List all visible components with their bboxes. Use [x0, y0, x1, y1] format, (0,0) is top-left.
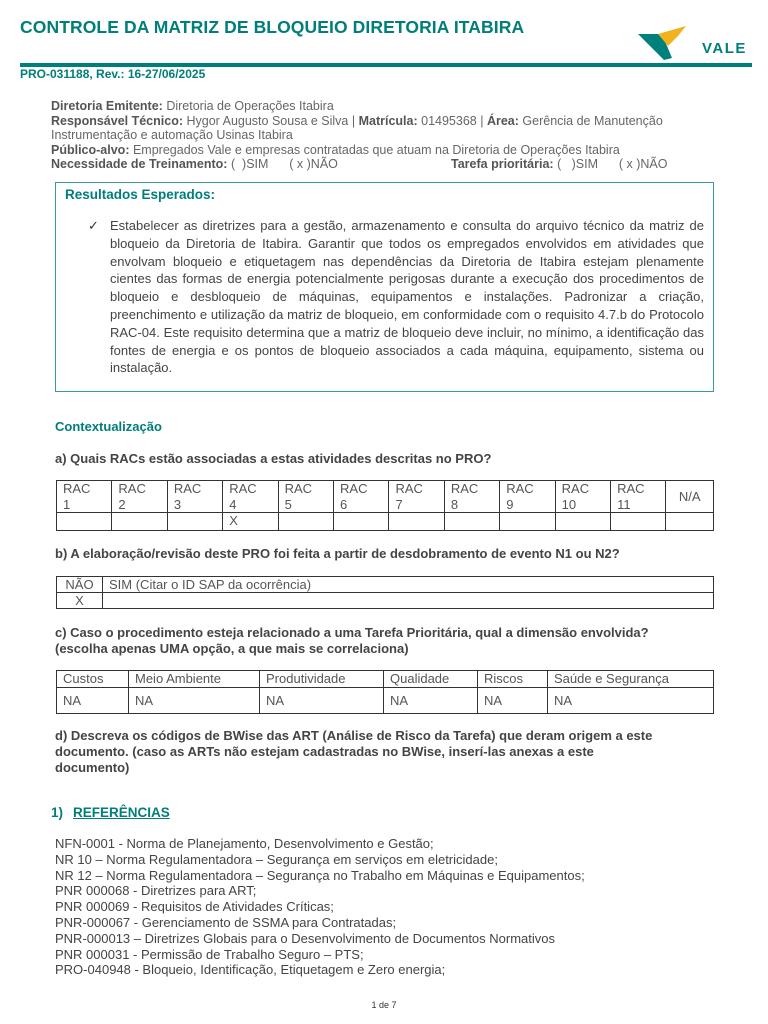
diretoria-label: Diretoria Emitente: — [51, 99, 163, 113]
document-code: PRO-031188, Rev.: 16-27/06/2025 — [20, 67, 206, 81]
rac-header-cell: RAC 8 — [444, 481, 499, 513]
question-b: b) A elaboração/revisão deste PRO foi feita a partir de desdobramento de evento N1 ou N2? — [55, 546, 620, 561]
rac-value-cell — [278, 513, 333, 531]
rac-header-cell: RAC 6 — [334, 481, 389, 513]
reference-item: NR 12 – Norma Regulamentadora – Segurança no Trabalho em Máquinas e Equipamentos; — [55, 867, 585, 883]
matricula-value: 01495368 — [421, 113, 477, 128]
dimension-value-cell: NA — [260, 688, 384, 714]
dimension-value-cell: NA — [548, 688, 714, 714]
question-d-line1: d) Descreva os códigos de BWise das ART (Análise de Risco da Tarefa) que deram origem a este — [55, 728, 653, 743]
rac-header-cell: RAC 4 — [223, 481, 278, 513]
rac-header-row — [57, 481, 714, 513]
question-c-line1: c) Caso o procedimento esteja relacionado a uma Tarefa Prioritária, qual a dimensão envolvida? — [55, 625, 649, 640]
n1-header-row — [57, 577, 714, 593]
treinamento-label: Necessidade de Treinamento: — [51, 157, 228, 171]
tarefa-label: Tarefa prioritária: — [451, 157, 554, 171]
rac-value-cell: X — [223, 513, 278, 531]
rac-header-cell: RAC 5 — [278, 481, 333, 513]
dimension-header-cell: Meio Ambiente — [129, 671, 260, 688]
dimension-header-cell: Qualidade — [384, 671, 478, 688]
n1-values-row — [57, 593, 714, 609]
event-n1-n2-table — [56, 576, 714, 609]
rac-value-cell — [57, 513, 112, 531]
question-c — [55, 625, 649, 657]
rac-header-cell: RAC 1 — [57, 481, 112, 513]
diretoria-value: Diretoria de Operações Itabira — [166, 99, 334, 113]
dimension-value-cell: NA — [384, 688, 478, 714]
rac-header-cell: RAC 3 — [167, 481, 222, 513]
meta-publico — [51, 143, 741, 158]
dimension-table — [56, 670, 714, 714]
responsavel-label: Responsável Técnico: — [51, 113, 183, 128]
dimension-header-row — [57, 671, 714, 688]
dimension-header-cell: Riscos — [478, 671, 548, 688]
responsavel-value: Hygor Augusto Sousa e Silva — [186, 113, 349, 128]
rac-value-cell — [555, 513, 610, 531]
vale-logo-text: VALE — [702, 40, 747, 57]
checkmark-icon: ✓ — [88, 218, 99, 233]
dimension-value-cell: NA — [129, 688, 260, 714]
matricula-label: Matrícula: — [358, 113, 418, 128]
meta-area-cont: Instrumentação e automação Usinas Itabira — [51, 128, 293, 142]
tarefa-prioritaria — [451, 157, 667, 172]
meta-diretoria — [51, 99, 741, 114]
dimension-value-cell: NA — [478, 688, 548, 714]
rac-value-cell — [666, 513, 714, 531]
nao-header: NÃO — [57, 577, 103, 593]
rac-header-cell: RAC 11 — [611, 481, 666, 513]
rac-values-row — [57, 513, 714, 531]
document-metadata — [51, 99, 741, 172]
rac-table — [56, 480, 714, 531]
rac-value-cell — [167, 513, 222, 531]
publico-label: Público-alvo: — [51, 142, 130, 157]
rac-header-cell: RAC 7 — [389, 481, 444, 513]
rac-value-cell — [112, 513, 167, 531]
meta-responsavel: Responsável Técnico: Hygor Augusto Sousa e Silva | Matrícula: 01495368 | Área: Gerência de Manutenção — [51, 113, 663, 128]
rac-na-header: N/A — [666, 481, 714, 513]
dimension-header-cell: Saúde e Segurança — [548, 671, 714, 688]
rac-header-cell: RAC 2 — [112, 481, 167, 513]
references-list — [55, 836, 585, 978]
area-label: Área: — [486, 113, 519, 128]
dimension-header-cell: Custos — [57, 671, 129, 688]
expected-results-text: Estabelecer as diretrizes para a gestão, armazenamento e consulta do arquivo técnico da matriz de bloqueio da Diretoria de Itabira. Garantir que todos os empregados envolvidos em atividades que envolvam bloqueio e etiquetagem nas dependências da Diretoria de Itabira estejam plenamente cientes das formas de energia potencialmente perigosas durante a execução dos procedimentos de bloqueio e desbloqueio de máquinas, equipamentos e instalações. Padronizar a criação, preenchimento e utilização da matriz de bloqueio, em conformidade com o requisito 4.7.b do Protocolo RAC-04. Este requisito determina que a matriz de bloqueio deve incluir, no mínimo, a identificação das fontes de energia e os pontos de bloqueio associados a cada máquina, equipamento, sistema ou instalação. — [110, 218, 704, 376]
dimension-header-cell: Produtividade — [260, 671, 384, 688]
meta-treinamento — [51, 157, 741, 172]
dimension-values-row — [57, 688, 714, 714]
nao-value: X — [57, 593, 103, 609]
reference-item: PNR 000069 - Requisitos de Atividades Críticas; — [55, 899, 334, 915]
question-d-line3: documento) — [55, 760, 130, 775]
page-number: 1 de 7 — [371, 1000, 397, 1010]
reference-item: PNR 000031 - Permissão de Trabalho Seguro – PTS; — [55, 946, 364, 962]
question-a: a) Quais RACs estão associadas a estas atividades descritas no PRO? — [55, 451, 492, 466]
rac-value-cell — [334, 513, 389, 531]
rac-header-cell: RAC 9 — [500, 481, 555, 513]
reference-item: NR 10 – Norma Regulamentadora – Segurança em serviços em eletricidade; — [55, 851, 498, 867]
area-value: Gerência de Manutenção — [522, 113, 663, 128]
reference-item: PRO-040948 - Bloqueio, Identificação, Etiquetagem e Zero energia; — [55, 962, 446, 978]
expected-results-box — [55, 182, 714, 392]
treinamento-value: ( )SIM ( x )NÃO — [230, 157, 338, 171]
expected-results-title: Resultados Esperados: — [65, 187, 216, 202]
references-heading — [51, 805, 170, 820]
references-number: 1) — [51, 805, 64, 820]
rac-value-cell — [500, 513, 555, 531]
sim-value — [103, 593, 714, 609]
rac-value-cell — [611, 513, 666, 531]
reference-item: PNR 000068 - Diretrizes para ART; — [55, 883, 257, 899]
document-title: CONTROLE DA MATRIZ DE BLOQUEIO DIRETORIA ITABIRA — [20, 17, 525, 37]
dimension-value-cell: NA — [57, 688, 129, 714]
publico-value: Empregados Vale e empresas contratadas que atuam na Diretoria de Operações Itabira — [132, 142, 620, 157]
context-title: Contextualização — [55, 419, 162, 434]
question-c-line2: (escolha apenas UMA opção, a que mais se correlaciona) — [55, 641, 409, 656]
reference-item: PNR-000067 - Gerenciamento de SSMA para Contratadas; — [55, 914, 397, 930]
tarefa-value: ( )SIM ( x )NÃO — [557, 157, 668, 171]
rac-value-cell — [389, 513, 444, 531]
rac-value-cell — [444, 513, 499, 531]
question-d-line2: documento. (caso as ARTs não estejam cadastradas no BWise, inserí-las anexas a este — [55, 744, 594, 759]
references-title: REFERÊNCIAS — [73, 805, 170, 820]
reference-item: PNR-000013 – Diretrizes Globais para o Desenvolvimento de Documentos Normativos — [55, 930, 556, 946]
question-d — [55, 728, 652, 776]
sim-header: SIM (Citar o ID SAP da ocorrência) — [103, 577, 714, 593]
reference-item: NFN-0001 - Norma de Planejamento, Desenvolvimento e Gestão; — [55, 836, 434, 851]
rac-header-cell: RAC 10 — [555, 481, 610, 513]
